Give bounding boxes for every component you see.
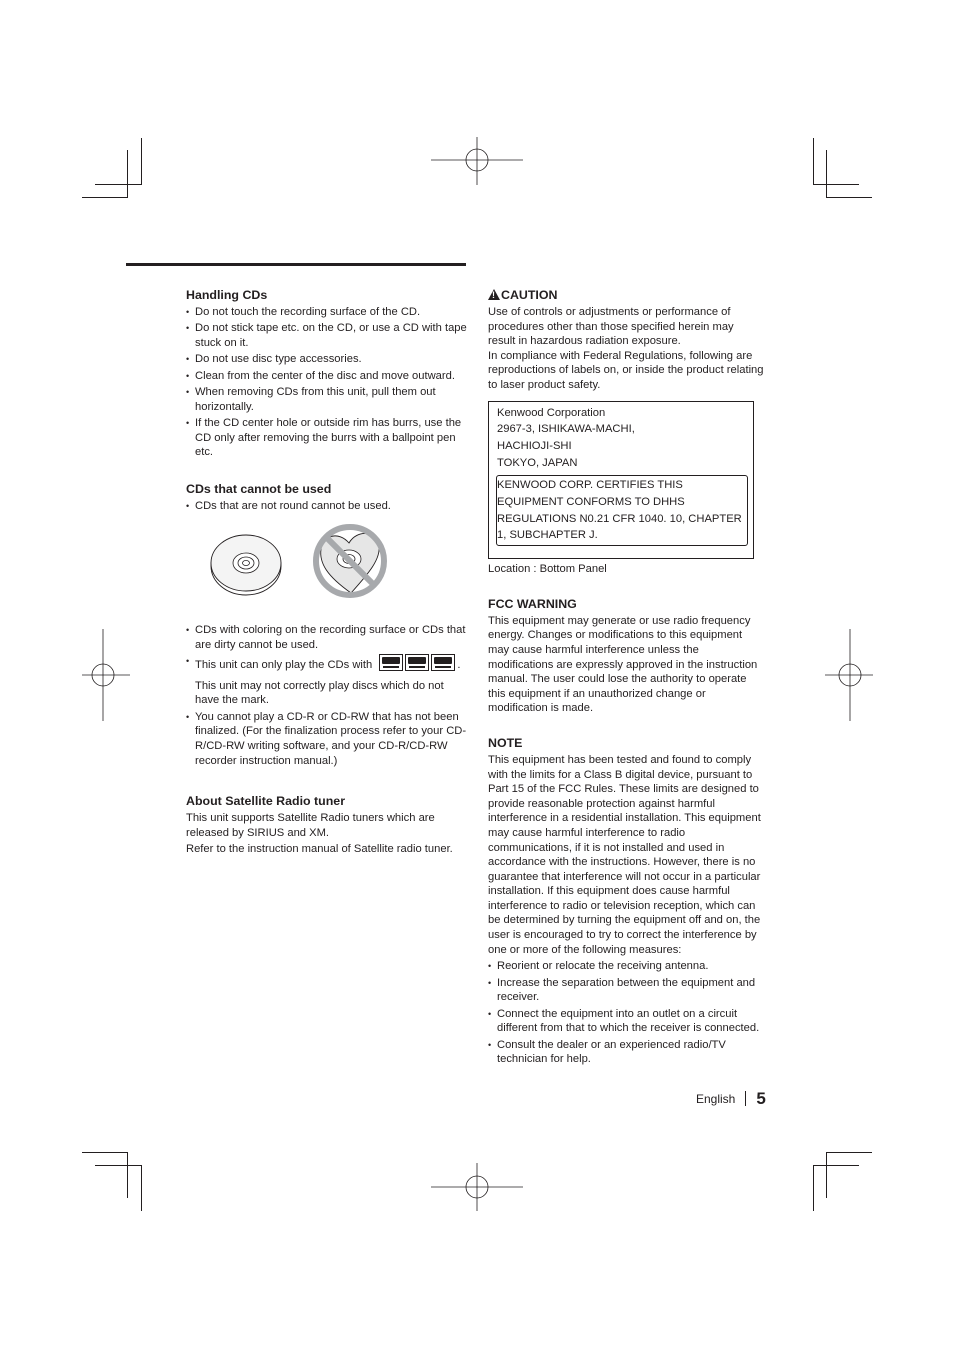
label-line: TOKYO, JAPAN	[497, 456, 578, 469]
laser-safety-label	[488, 401, 754, 560]
paragraph: In compliance with Federal Regulations, following are reproductions of labels on, or inside the product relating to laser product safety.	[488, 349, 764, 391]
registration-mark-bottom	[431, 1163, 523, 1211]
list-item: • Do not stick tape etc. on the CD, or use a CD with tape stuck on it.	[186, 321, 468, 350]
paragraph: This equipment has been tested and found to comply with the limits for a Class B digital device, pursuant to Part 15 of the FCC Rules. These limits are designed to provide reasonable protection against harmful interference in a residential installation. This equipment may cause harmful interference to radio communications, if it is not installed and used in accordance with the instructions. However, there is no guarantee that interference will not occur in a particular installation. If this equipment does cause harmful interference to radio or television reception, which can be determined by turning the equipment off and on, the user is encouraged to try to correct the interference by one or more of the following measures:	[488, 753, 761, 956]
list-item: • Consult the dealer or an experienced radio/TV technician for help.	[488, 1038, 764, 1067]
cannot-list	[186, 499, 468, 514]
crop-mark	[826, 150, 827, 197]
caution-title: CAUTION	[501, 288, 558, 302]
list-item: • This unit can only play the CDs with . This unit may not correctly play discs which do not have the mark.	[186, 654, 468, 708]
crop-mark	[127, 150, 128, 197]
compact-disc-recordable-logo-icon	[431, 654, 455, 671]
section-title: About Satellite Radio tuner	[186, 794, 346, 809]
section-title: FCC WARNING	[488, 596, 577, 611]
certification-box: KENWOOD CORP. CERTIFIES THIS EQUIPMENT CONFORMS TO DHHS REGULATIONS N0.21 CFR 1040. 10, CHAPTER 1, SUBCHAPTER J.	[496, 475, 748, 546]
crop-mark	[95, 1165, 141, 1166]
list-item: • Reorient or relocate the receiving antenna.	[488, 959, 764, 974]
crop-mark	[82, 1152, 128, 1153]
list-item: • Clean from the center of the disc and move outward.	[186, 369, 468, 384]
satellite-radio-section	[186, 794, 468, 857]
crop-mark	[141, 1165, 142, 1211]
crop-mark	[813, 138, 814, 185]
label-location: Location : Bottom Panel	[488, 563, 607, 576]
right-column	[488, 288, 764, 1069]
list-item: • CDs with coloring on the recording surface or CDs that are dirty cannot be used.	[186, 623, 468, 652]
footer-language: English	[696, 1092, 736, 1106]
page-footer	[696, 1089, 766, 1109]
list-item: • Increase the separation between the equipment and receiver.	[488, 976, 764, 1005]
registration-mark-right	[825, 629, 873, 721]
label-line: 2967-3, ISHIKAWA-MACHI,	[497, 423, 635, 436]
warning-triangle-icon	[488, 289, 500, 300]
crop-mark	[813, 184, 859, 185]
crop-mark	[813, 1165, 814, 1211]
list-item: • CDs that are not round cannot be used.	[186, 499, 468, 514]
disc-illustrations	[186, 523, 468, 615]
label-line: HACHIOJI-SHI	[497, 439, 572, 452]
paragraph: Refer to the instruction manual of Satellite radio tuner.	[186, 843, 453, 856]
handling-cds-section	[186, 288, 468, 460]
crop-mark	[141, 138, 142, 185]
list-item: • When removing CDs from this unit, pull them out horizontally.	[186, 385, 468, 414]
left-column	[186, 288, 468, 857]
compact-disc-logos	[379, 654, 457, 676]
fcc-warning-section	[488, 597, 764, 716]
crop-mark	[813, 1165, 859, 1166]
cds-cannot-be-used-section	[186, 482, 468, 769]
paragraph: Use of controls or adjustments or performance of procedures other than those specified herein may result in hazardous radiation exposure.	[488, 306, 734, 348]
paragraph: This equipment may generate or use radio frequency energy. Changes or modifications to this equipment may cause harmful interference unless the modifications are expressly approved in the instruction manual. The user could lose the authority to operate this equipment if an unauthorized change or modification is made.	[488, 614, 758, 715]
paragraph: This unit supports Satellite Radio tuners which are released by SIRIUS and XM.	[186, 812, 435, 839]
list-item-text: This unit can only play the CDs with	[195, 659, 373, 672]
header-rule	[126, 263, 466, 266]
list-item-subtext: This unit may not correctly play discs which do not have the mark.	[195, 679, 444, 707]
caution-section	[488, 288, 764, 577]
page-number: 5	[756, 1089, 766, 1108]
label-line: Kenwood Corporation	[497, 406, 606, 419]
compact-disc-logo-icon	[379, 654, 403, 671]
crop-mark	[82, 197, 128, 198]
list-item: • Do not use disc type accessories.	[186, 352, 468, 367]
registration-mark-left	[82, 629, 130, 721]
list-item: • If the CD center hole or outside rim has burrs, use the CD only after removing the burrs with a ballpoint pen etc.	[186, 416, 468, 460]
registration-mark-top	[431, 137, 523, 185]
crop-mark	[826, 197, 872, 198]
crop-mark	[826, 1152, 872, 1153]
section-title: CDs that cannot be used	[186, 481, 332, 496]
cannot-list-2	[186, 623, 468, 768]
section-title: Handling CDs	[186, 288, 268, 302]
list-item: • Do not touch the recording surface of the CD.	[186, 305, 468, 320]
note-section	[488, 736, 764, 1067]
handling-list	[186, 305, 468, 460]
list-item: • Connect the equipment into an outlet on a circuit different from that to which the receiver is connected.	[488, 1007, 764, 1036]
round-disc-icon	[209, 533, 285, 597]
compact-disc-text-logo-icon	[405, 654, 429, 671]
crop-mark	[127, 1152, 128, 1198]
measures-list	[488, 959, 764, 1067]
list-item: • You cannot play a CD-R or CD-RW that has not been finalized. (For the finalization process refer to your CD-R/CD-RW writing software, and your CD-R/CD-RW recorder instruction manual.)	[186, 710, 468, 768]
heart-disc-prohibited-icon	[311, 521, 391, 603]
section-title	[488, 288, 764, 303]
crop-mark	[826, 1152, 827, 1198]
footer-separator	[745, 1091, 746, 1106]
crop-mark	[95, 184, 141, 185]
section-title: NOTE	[488, 735, 523, 750]
